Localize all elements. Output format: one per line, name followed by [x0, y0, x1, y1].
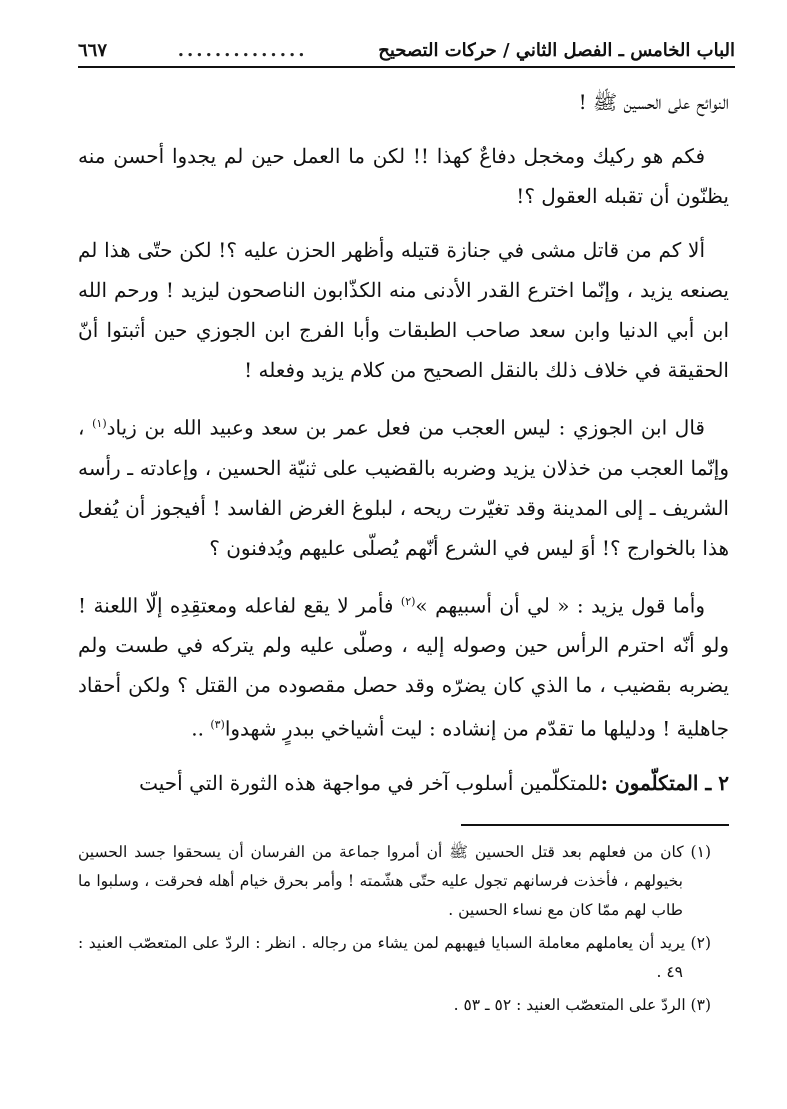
- paragraph-4-rest: ، وإنّما العجب من خذلان يزيد وضربه بالقضيب على ثنيّة الحسين ، وإعادته ـ رأسه الشريف ـ إلى المدينة وقد تغيّرت ريحه ، لبلوغ الغرض الفاسد ! أفيجوز أن يُفعل هذا بالخوارج ؟! أوَ ليس في الشرع أنّهم يُصلّى عليهم ويُدفنون ؟: [78, 415, 729, 560]
- paragraph-4: [78, 404, 729, 568]
- footnote-ref-2[interactable]: (٢): [400, 594, 416, 608]
- paragraph-5-middle: فأمر لا يقع لفاعله ومعتقِدِه إلّا اللعنة ! ولو أنّه احترم الرأس حين وصوله إليه ، وصلّى عليه ولم يتركه في طست ولم يضربه بقضيب ، ما الذي كان يضرّه وقد حصل مقصوده من القتل ؟ ولكن أحقاد جاهلية ! ودليلها ما تقدّم من إنشاده : ليت أشياخي ببدرٍ شهدوا: [78, 593, 729, 741]
- running-header: [78, 34, 735, 66]
- header-leader-dots: ..............: [177, 39, 308, 61]
- footnote-ref-3[interactable]: (٣): [210, 718, 225, 732]
- paragraph-5: [78, 582, 729, 749]
- footnote-ref-1[interactable]: (١): [92, 417, 107, 430]
- main-text: [78, 82, 729, 817]
- footnotes: [78, 838, 711, 1024]
- footnote-2: (٢) يريد أن يعاملهم معاملة السبايا فيهبهم لمن يشاء من رجاله . انظر : الردّ على المتعصّب العنيد : ٤٩ .: [78, 934, 711, 981]
- footnote-3: (٣) الردّ على المتعصّب العنيد : ٥٢ ـ ٥٣ .: [453, 996, 711, 1014]
- paragraph-2: فكم هو ركيك ومخجل دفاعٌ كهذا !! لكن ما العمل حين لم يجدوا أحسن منه يظنّون أن تقبله العقول ؟!: [78, 144, 729, 208]
- footnote-1: (١) كان من فعلهم بعد قتل الحسين ﷺ أن أمروا جماعة من الفرسان أن يسحقوا جسد الحسين بخيولهم ، فأخذت فرسانهم تجول عليه حتّى هشّمته ! وأمر بحرق خيام أهله فحرقت ، وسلبوا ما طاب لهم ممّا كان مع نساء الحسين .: [78, 843, 711, 919]
- paragraph-5-end: ..: [191, 716, 204, 741]
- header-divider: [78, 66, 735, 68]
- section-heading: ٢ ـ المتكلّمون :: [600, 770, 729, 795]
- paragraph-4-start: قال ابن الجوزي : ليس العجب من فعل عمر بن سعد وعبيد الله بن زياد: [106, 415, 705, 440]
- footnote-divider: [461, 824, 729, 826]
- paragraph-6: [78, 763, 729, 803]
- page-number: ٦٦٧: [78, 39, 108, 61]
- paragraph-6-text: للمتكلّمين أسلوب آخر في مواجهة هذه الثورة التي أحيت: [139, 770, 601, 795]
- paragraph-3: ألا كم من قاتل مشى في جنازة قتيله وأظهر الحزن عليه ؟! لكن حتّى هذا لم يصنعه يزيد ، وإنّما اخترع القدر الأدنى منه الكذّابون الناصحون ليزيد ! ورحم الله ابن أبي الدنيا وابن سعد صاحب الطبقات وأبا الفرج ابن الجوزي حين أثبتوا أنّ الحقيقة في خلاف ذلك بالنقل الصحيح من كلام يزيد وفعله !: [78, 238, 729, 382]
- paragraph-1: النوائح على الحسين ﷺ !: [578, 90, 729, 114]
- header-title: الباب الخامس ـ الفصل الثاني / حركات التصحيح: [378, 39, 735, 61]
- paragraph-5-start: وأما قول يزيد : « لي أن أسبيهم »: [415, 593, 706, 618]
